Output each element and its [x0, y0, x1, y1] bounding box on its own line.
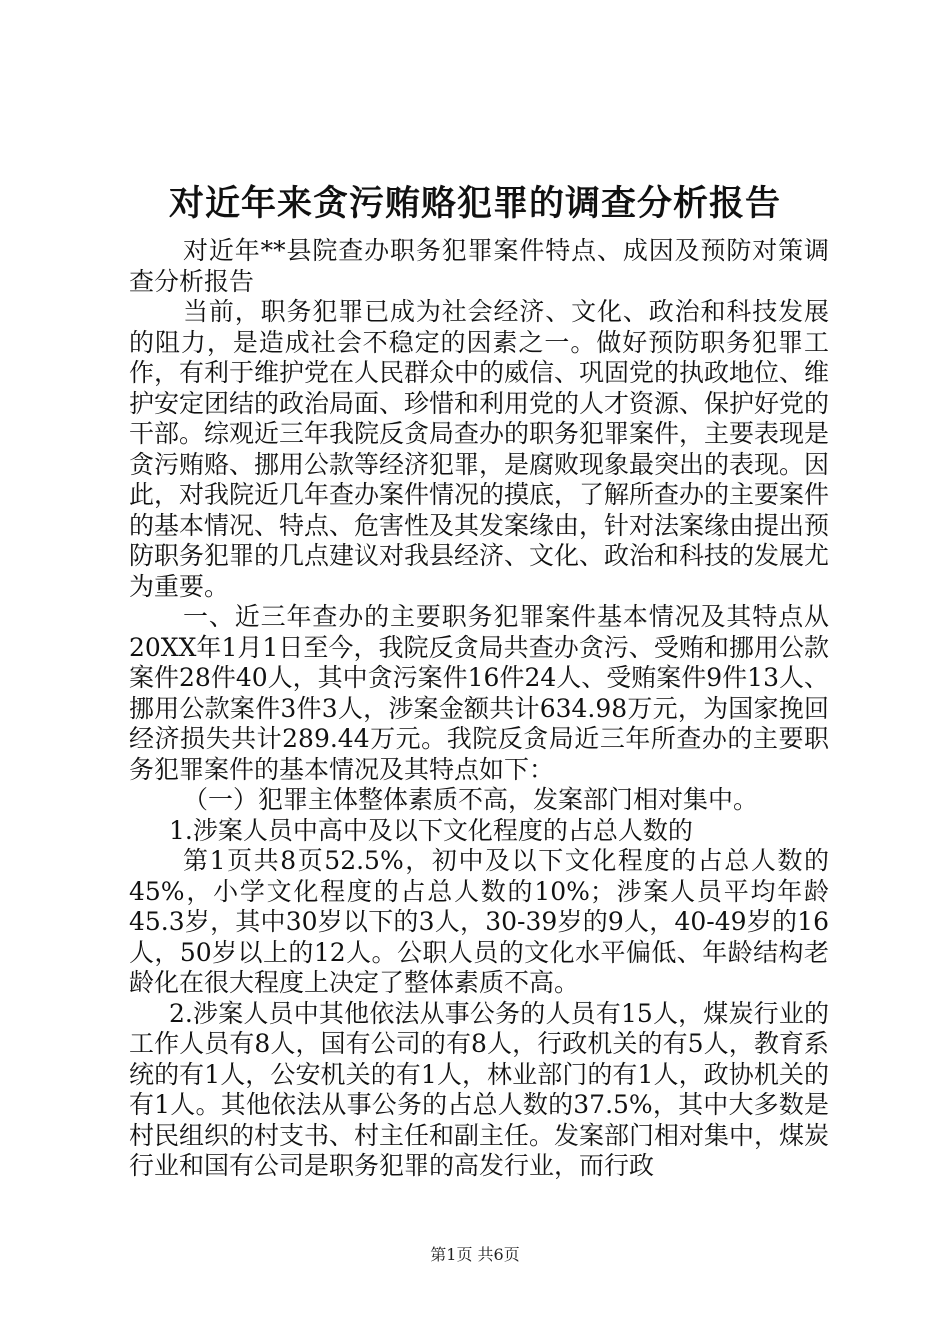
document-body [129, 236, 829, 1182]
paragraph-point-two: 2.涉案人员中其他依法从事公务的人员有15人，煤炭行业的工作人员有8人，国有公司的有8人，行政机关的有5人，教育系统的有1人，公安机关的有1人，林业部门的有1人，政协机关的有1人。其他依法从事公务的占总人数的37.5%，其中大多数是村民组织的村支书、村主任和副主任。发案部门相对集中，煤炭行业和国有公司是职务犯罪的高发行业，而行政 [129, 998, 830, 1180]
paragraph-point-one: 1.涉案人员中高中及以下文化程度的占总人数的 [169, 815, 693, 845]
paragraph-subheading-one: （一）犯罪主体整体素质不高，发案部门相对集中。 [183, 785, 759, 814]
paragraph-intro: 当前，职务犯罪已成为社会经济、文化、政治和科技发展的阻力，是造成社会不稳定的因素之一。做好预防职务犯罪工作，有利于维护党在人民群众中的威信、巩固党的执政地位、维护安定团结的政治局面、珍惜和利用党的人才资源、保护好党的干部。综观近三年我院反贪局查办的职务犯罪案件，主要表现是贪污贿赂、挪用公款等经济犯罪，是腐败现象最突出的表现。因此，对我院近几年查办案件情况的摸底，了解所查办的主要案件的基本情况、特点、危害性及其发案缘由，针对法案缘由提出预防职务犯罪的几点建议对我县经济、文化、政治和科技的发展尤为重要。 [129, 297, 830, 601]
paragraph-section-one: 一、近三年查办的主要职务犯罪案件基本情况及其特点从20XX年1月1日至今，我院反贪局共查办贪污、受贿和挪用公款案件28件40人，其中贪污案件16件24人、受贿案件9件13人、挪用公款案件3件3人，涉案金额共计634.98万元，为国家挽回经济损失共计289.44万元。我院反贪局近三年所查办的主要职务犯罪案件的基本情况及其特点如下： [129, 602, 829, 784]
page-footer: 第1页 共6页 [430, 1245, 520, 1264]
document-title: 对近年来贪污贿赂犯罪的调查分析报告 [168, 183, 781, 224]
paragraph-subtitle: 对近年**县院查办职务犯罪案件特点、成因及预防对策调查分析报告 [129, 236, 829, 296]
paragraph-point-one-continued: 第1页共8页52.5%，初中及以下文化程度的占总人数的45%，小学文化程度的占总人数的10%；涉案人员平均年龄45.3岁，其中30岁以下的3人，30-39岁的9人，40-49岁的16人，50岁以上的12人。公职人员的文化水平偏低、年龄结构老龄化在很大程度上决定了整体素质不高。 [129, 846, 829, 997]
